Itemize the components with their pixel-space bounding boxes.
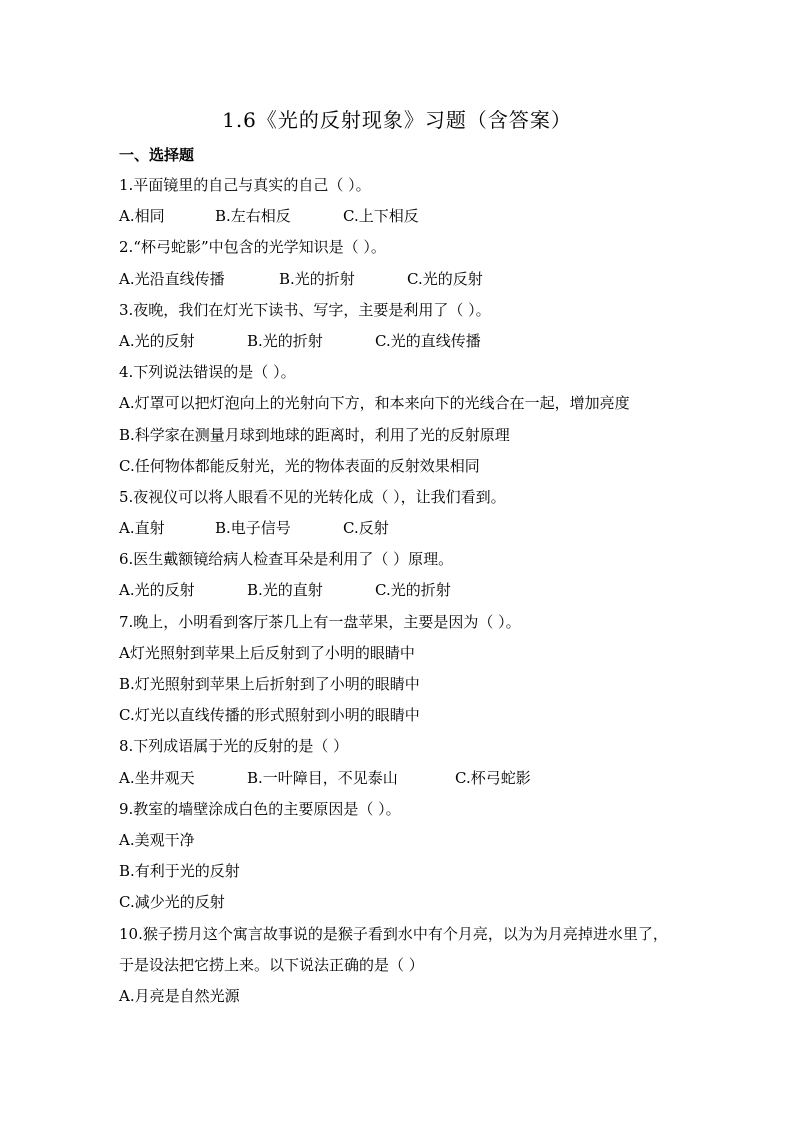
option: C.杯弓蛇影 xyxy=(455,768,531,787)
question-text: 3.夜晚，我们在灯光下读书、写字，主要是利用了（ ）。 xyxy=(119,300,491,319)
question-text: 6.医生戴额镜给病人检查耳朵是利用了（ ）原理。 xyxy=(119,550,454,569)
option: B.科学家在测量月球到地球的距离时，利用了光的反射原理 xyxy=(119,425,510,444)
option: C.光的折射 xyxy=(375,581,451,600)
option-row xyxy=(119,763,679,794)
option-row xyxy=(119,575,679,606)
option: A灯光照射到苹果上后反射到了小明的眼睛中 xyxy=(119,643,415,662)
option-row xyxy=(119,326,679,357)
question-text: 4.下列说法错误的是（ ）。 xyxy=(119,363,296,382)
option: B.左右相反 xyxy=(215,207,291,226)
option: A.光的反射 xyxy=(119,581,195,600)
option: B.电子信号 xyxy=(215,519,291,538)
option-row xyxy=(119,264,679,295)
question-text: 2.“杯弓蛇影”中包含的光学知识是（ ）。 xyxy=(119,238,386,257)
option: B.光的折射 xyxy=(279,269,355,288)
option: A.灯罩可以把灯泡向上的光射向下方，和本来向下的光线合在一起，增加亮度 xyxy=(119,394,630,413)
option: C.反射 xyxy=(343,519,389,538)
question-text: 5.夜视仪可以将人眼看不见的光转化成（ ），让我们看到。 xyxy=(119,487,506,506)
option: C.上下相反 xyxy=(343,207,419,226)
question-text: 10.猴子捞月这个寓言故事说的是猴子看到水中有个月亮，以为为月亮掉进水里了，于是设法把它捞上来。以下说法正确的是（ ） xyxy=(119,924,668,974)
option: B.有利于光的反射 xyxy=(119,862,240,881)
option: A.光沿直线传播 xyxy=(119,269,225,288)
option: C.光的直线传播 xyxy=(375,331,481,350)
question-text: 8.下列成语属于光的反射的是（ ） xyxy=(119,737,349,756)
option: B.灯光照射到苹果上后折射到了小明的眼睛中 xyxy=(119,675,420,693)
option: A.美观干净 xyxy=(119,830,195,849)
option: C.光的反射 xyxy=(407,269,483,288)
question-list xyxy=(119,170,679,1012)
option: C.减少光的反射 xyxy=(119,893,225,912)
option: A.直射 xyxy=(119,519,165,538)
option-row xyxy=(119,513,679,544)
option: B.一叶障目，不见泰山 xyxy=(247,768,398,787)
section-heading: 一、选择题 xyxy=(119,146,195,164)
option: B.光的折射 xyxy=(247,331,323,350)
option: A.坐井观天 xyxy=(119,768,195,787)
option: B.光的直射 xyxy=(247,581,323,600)
option: A.相同 xyxy=(119,207,165,226)
question-text: 9.教室的墙壁涂成白色的主要原因是（ ）。 xyxy=(119,799,401,818)
option: A.光的反射 xyxy=(119,331,195,350)
question-text: 7.晚上，小明看到客厅茶几上有一盘苹果，主要是因为（ ）。 xyxy=(119,612,521,631)
option-row xyxy=(119,201,679,232)
option: C.灯光以直线传播的形式照射到小明的眼睛中 xyxy=(119,706,420,725)
option: C.任何物体都能反射光，光的物体表面的反射效果相同 xyxy=(119,456,480,475)
page-title: 1.6《光的反射现象》习题（含答案） xyxy=(222,108,572,132)
question-text: 1.平面镜里的自己与真实的自己（ ）。 xyxy=(119,176,371,194)
option: A.月亮是自然光源 xyxy=(119,986,240,1005)
